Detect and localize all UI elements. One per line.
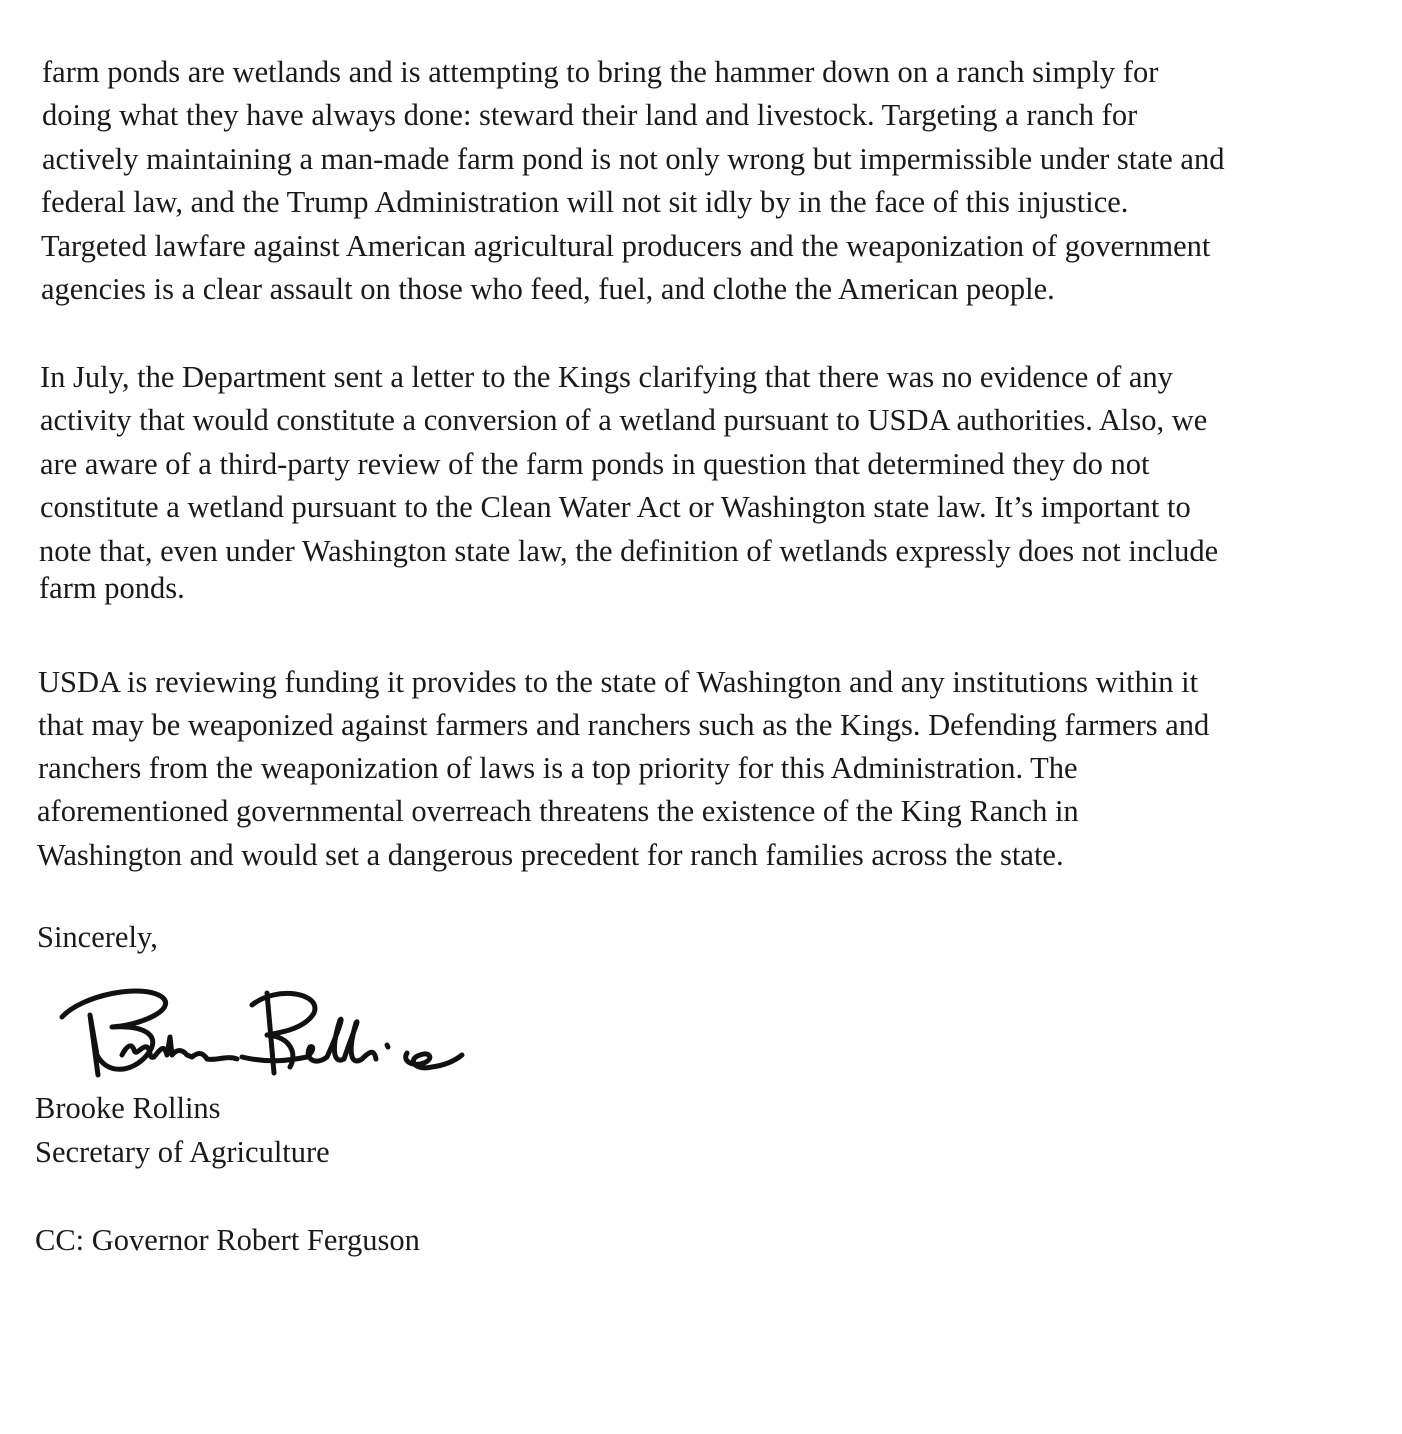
closing: Sincerely, (37, 920, 158, 954)
text-line: aforementioned governmental overreach threatens the existence of the King Ranch in (37, 794, 1079, 828)
text-line: farm ponds are wetlands and is attempting to bring the hammer down on a ranch simply for (42, 55, 1159, 89)
signer-title: Secretary of Agriculture (35, 1135, 330, 1169)
text-line: doing what they have always done: steward their land and livestock. Targeting a ranch for (42, 98, 1138, 132)
text-line: ranchers from the weaponization of laws is a top priority for this Administration. The (38, 751, 1078, 785)
text-line: Targeted lawfare against American agricultural producers and the weaponization of government (41, 229, 1211, 263)
signature (52, 975, 472, 1095)
text-line: constitute a wetland pursuant to the Clean Water Act or Washington state law. It’s important to (40, 490, 1191, 524)
text-line: farm ponds. (39, 571, 185, 605)
text-line: In July, the Department sent a letter to the Kings clarifying that there was no evidence of any (40, 360, 1173, 394)
text-line: USDA is reviewing funding it provides to the state of Washington and any institutions within it (38, 665, 1199, 699)
text-line: note that, even under Washington state law, the definition of wetlands expressly does not include (39, 534, 1219, 568)
cc-line: CC: Governor Robert Ferguson (35, 1223, 420, 1257)
signer-name: Brooke Rollins (35, 1091, 221, 1125)
text-line: agencies is a clear assault on those who feed, fuel, and clothe the American people. (41, 272, 1055, 306)
text-line: that may be weaponized against farmers and ranchers such as the Kings. Defending farmers and (38, 708, 1210, 742)
text-line: actively maintaining a man-made farm pond is not only wrong but impermissible under state and (42, 142, 1225, 176)
text-line: are aware of a third-party review of the farm ponds in question that determined they do not (40, 447, 1150, 481)
text-line: activity that would constitute a conversion of a wetland pursuant to USDA authorities. Also, we (40, 403, 1208, 437)
text-line: federal law, and the Trump Administration will not sit idly by in the face of this injustice. (41, 185, 1129, 219)
text-line: Washington and would set a dangerous precedent for ranch families across the state. (37, 838, 1064, 872)
